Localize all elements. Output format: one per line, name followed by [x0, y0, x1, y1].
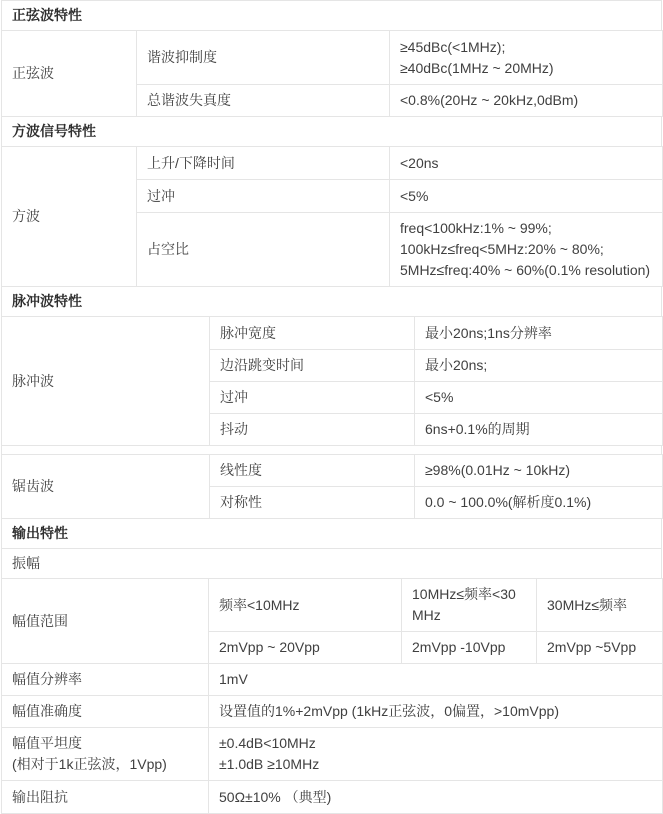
value-line: <5% — [425, 389, 454, 405]
wave-type-cell: 脉冲波 — [2, 317, 210, 446]
param-cell: 抖动 — [210, 414, 415, 446]
param-cell — [2, 728, 209, 781]
param-cell: 占空比 — [137, 213, 390, 287]
param-line: (相对于1k正弦波，1Vpp) — [12, 756, 167, 772]
table-row — [2, 317, 663, 350]
value-cell — [209, 781, 663, 814]
param-cell: 幅值范围 — [2, 579, 209, 664]
table-row — [2, 781, 663, 814]
value-cell — [415, 414, 663, 446]
spec-sheet — [1, 0, 662, 814]
value-cell — [209, 664, 663, 696]
param-cell: 过冲 — [210, 382, 415, 414]
condition-cell: 频率<10MHz — [209, 579, 402, 632]
value-cell — [390, 213, 663, 287]
value-line: ±0.4dB<10MHz — [219, 735, 316, 751]
param-cell: 上升/下降时间 — [137, 147, 390, 180]
value-line: ≥40dBc(1MHz ~ 20MHz) — [400, 59, 554, 76]
condition-cell: 30MHz≤频率 — [537, 579, 663, 632]
value-cell — [209, 696, 663, 728]
value-cell — [390, 31, 663, 85]
value-cell: 2mVpp -10Vpp — [402, 632, 537, 664]
table-row — [2, 455, 663, 487]
param-cell: 谐波抑制度 — [137, 31, 390, 85]
table-row — [2, 147, 663, 180]
value-line: ±1.0dB ≥10MHz — [219, 756, 320, 772]
value-line: 50Ω±10% （典型) — [219, 788, 332, 805]
value-cell: 2mVpp ~5Vpp — [537, 632, 663, 664]
wave-type-cell: 方波 — [2, 147, 137, 287]
square-table — [1, 146, 663, 287]
value-cell — [390, 85, 663, 117]
value-line: <5% — [400, 187, 429, 204]
value-line: <0.8%(20Hz ~ 20kHz,0dBm) — [400, 92, 579, 108]
param-cell: 幅值准确度 — [2, 696, 209, 728]
amplitude-caption: 振幅 — [1, 548, 662, 579]
pulse-table — [1, 316, 663, 446]
value-cell — [390, 147, 663, 180]
param-cell: 总谐波失真度 — [137, 85, 390, 117]
section-header-pulse: 脉冲波特性 — [1, 286, 662, 317]
value-cell: 2mVpp ~ 20Vpp — [209, 632, 402, 664]
table-row — [2, 664, 663, 696]
value-cell — [415, 382, 663, 414]
value-line: 最小20ns; — [425, 357, 488, 373]
param-line: 幅值平坦度 — [12, 735, 82, 751]
section-header-output: 输出特性 — [1, 518, 662, 549]
value-line: freq<100kHz:1% ~ 99%; — [400, 220, 552, 236]
value-cell — [415, 487, 663, 519]
value-cell — [415, 350, 663, 382]
value-line: 6ns+0.1%的周期 — [425, 421, 530, 437]
value-line: <20ns — [400, 154, 439, 171]
wave-type-cell: 锯齿波 — [2, 455, 210, 519]
value-line: 0.0 ~ 100.0%(解析度0.1%) — [425, 494, 592, 510]
sine-table — [1, 30, 663, 117]
param-cell: 线性度 — [210, 455, 415, 487]
output-rows-table — [1, 663, 663, 814]
value-line: 5MHz≤freq:40% ~ 60%(0.1% resolution) — [400, 262, 651, 278]
table-row — [2, 728, 663, 781]
value-cell — [415, 317, 663, 350]
value-cell — [209, 728, 663, 781]
value-line: ≥98%(0.01Hz ~ 10kHz) — [425, 462, 571, 478]
param-cell: 输出阻抗 — [2, 781, 209, 814]
wave-type-cell: 正弦波 — [2, 31, 137, 117]
condition-cell: 10MHz≤频率<30MHz — [402, 579, 537, 632]
section-header-sine: 正弦波特性 — [1, 0, 662, 31]
sawtooth-table — [1, 454, 663, 519]
value-line: 100kHz≤freq<5MHz:20% ~ 80%; — [400, 241, 604, 257]
param-cell: 对称性 — [210, 487, 415, 519]
amplitude-range-table — [1, 578, 663, 664]
param-cell: 脉冲宽度 — [210, 317, 415, 350]
table-row — [2, 31, 663, 85]
table-row — [2, 696, 663, 728]
section-header-square: 方波信号特性 — [1, 116, 662, 147]
param-cell: 幅值分辨率 — [2, 664, 209, 696]
value-line: ≥45dBc(<1MHz); — [400, 38, 506, 55]
value-cell — [415, 455, 663, 487]
param-cell: 过冲 — [137, 180, 390, 213]
table-row — [2, 579, 663, 632]
value-line: 1mV — [219, 671, 248, 687]
value-line: 最小20ns;1ns分辨率 — [425, 324, 552, 341]
param-cell: 边沿跳变时间 — [210, 350, 415, 382]
value-cell — [390, 180, 663, 213]
value-line: 设置值的1%+2mVpp (1kHz正弦波，0偏置，>10mVpp) — [219, 703, 559, 719]
